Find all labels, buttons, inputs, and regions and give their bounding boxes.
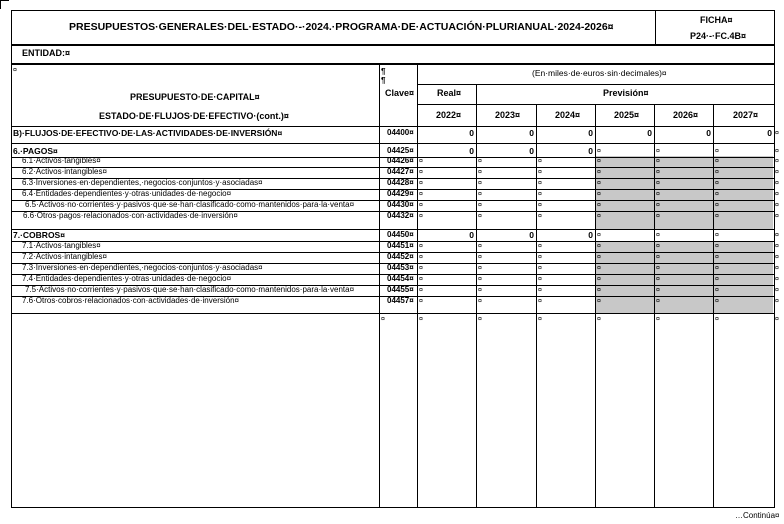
year-2022: 2022¤ — [436, 110, 462, 120]
empty-cell-mark: ¤ — [538, 276, 542, 283]
row-value: 0 — [469, 146, 474, 156]
empty-cell-mark: ¤ — [597, 148, 601, 155]
empty-cell-mark: ¤ — [419, 243, 423, 250]
row-value: 0 — [647, 128, 652, 138]
row-clave: 04430¤ — [387, 200, 414, 209]
page-title: PRESUPUESTOS·GENERALES·DEL·ESTADO·-·2024.·PROGRAMA·DE·ACTUACIÓN·PLURIANUAL·2024-2026¤ — [69, 21, 614, 33]
row-value: 0 — [469, 128, 474, 138]
row-value: 0 — [706, 128, 711, 138]
col-line-2027 — [713, 104, 714, 507]
row-end-mark: ¤ — [775, 254, 779, 261]
row-value: 0 — [588, 128, 593, 138]
empty-cell-mark: ¤ — [538, 158, 542, 165]
row-end-mark: ¤ — [775, 169, 779, 176]
units-label: (En·miles·de·euros·sin·decimales)¤ — [532, 68, 667, 78]
empty-cell-mark: ¤ — [715, 298, 719, 305]
ficha-code: P24·-·FC.4B¤ — [690, 31, 747, 41]
empty-cell-mark: ¤ — [597, 213, 601, 220]
empty-cell-mark: ¤ — [478, 254, 482, 261]
row-value: 0 — [469, 230, 474, 240]
empty-cell-mark: ¤ — [478, 158, 482, 165]
corner-crop-mark — [0, 0, 9, 9]
empty-cell-mark: ¤ — [478, 265, 482, 272]
empty-cell-mark: ¤ — [597, 298, 601, 305]
header-bottom-line — [11, 126, 774, 127]
empty-cell-mark: ¤ — [597, 191, 601, 198]
empty-cell-mark: ¤ — [597, 243, 601, 250]
year-2025: 2025¤ — [614, 110, 640, 120]
empty-cell-mark: ¤ — [538, 287, 542, 294]
row-end-mark: ¤ — [775, 191, 779, 198]
ficha-label: FICHA¤ — [700, 15, 733, 25]
row-clave: 04450¤ — [387, 230, 414, 239]
empty-cell-mark: ¤ — [656, 298, 660, 305]
row-label: 6.·PAGOS¤ — [13, 146, 58, 156]
empty-cell-mark: ¤ — [538, 254, 542, 261]
empty-cell-mark: ¤ — [715, 243, 719, 250]
row-clave: 04453¤ — [387, 263, 414, 272]
empty-cell-mark: ¤ — [419, 202, 423, 209]
empty-cell-mark: ¤ — [538, 180, 542, 187]
row-clave: 04451¤ — [387, 241, 414, 250]
row-value: 0 — [767, 128, 772, 138]
empty-cell-mark: ¤ — [538, 191, 542, 198]
col-line-2025 — [595, 104, 596, 507]
row-clave: 04457¤ — [387, 296, 414, 305]
row-end-mark: ¤ — [775, 232, 779, 239]
row-end-mark: ¤ — [775, 243, 779, 250]
empty-cell-mark: ¤ — [478, 213, 482, 220]
empty-cell-mark: ¤ — [381, 316, 385, 323]
empty-cell-mark: ¤ — [656, 265, 660, 272]
row-end-mark: ¤ — [775, 265, 779, 272]
row-clave: 04425¤ — [387, 146, 414, 155]
empty-cell-mark: ¤ — [715, 158, 719, 165]
row-label: 6.1·Activos·tangibles¤ — [22, 156, 101, 165]
empty-cell-mark: ¤ — [538, 265, 542, 272]
empty-cell-mark: ¤ — [419, 213, 423, 220]
row-bottom-line — [11, 143, 774, 144]
row-bottom-line — [11, 313, 774, 314]
empty-cell-mark: ¤ — [478, 276, 482, 283]
empty-cell-mark: ¤ — [419, 316, 423, 323]
units-underline — [417, 84, 774, 85]
empty-cell-mark: ¤ — [597, 316, 601, 323]
empty-cell-mark: ¤ — [478, 298, 482, 305]
empty-cell-mark: ¤ — [656, 202, 660, 209]
empty-cell-mark: ¤ — [419, 180, 423, 187]
entidad-box — [11, 44, 775, 64]
empty-cell-mark: ¤ — [597, 202, 601, 209]
row-end-mark: ¤ — [775, 130, 779, 137]
row-label: 7.3·Inversiones·en·dependientes,·negocios·conjuntos·y·asociadas¤ — [22, 263, 263, 272]
empty-cell-mark: ¤ — [538, 169, 542, 176]
row-clave: 04454¤ — [387, 274, 414, 283]
empty-cell-mark: ¤ — [715, 254, 719, 261]
row-clave: 04452¤ — [387, 252, 414, 261]
entidad-label: ENTIDAD:¤ — [22, 48, 71, 58]
empty-cell-mark: ¤ — [538, 243, 542, 250]
empty-cell-mark: ¤ — [715, 316, 719, 323]
empty-cell-mark: ¤ — [597, 169, 601, 176]
row-label: 7.1·Activos·tangibles¤ — [22, 241, 101, 250]
empty-cell-mark: ¤ — [715, 191, 719, 198]
col-line-2026 — [654, 104, 655, 507]
empty-cell-mark: ¤ — [715, 169, 719, 176]
empty-cell-mark: ¤ — [597, 265, 601, 272]
empty-cell-mark: ¤ — [597, 232, 601, 239]
row-label: B)·FLUJOS·DE·EFECTIVO·DE·LAS·ACTIVIDADES·DE·INVERSIÓN¤ — [13, 128, 283, 138]
empty-cell-mark: ¤ — [656, 180, 660, 187]
real-header: Real¤ — [437, 88, 462, 98]
empty-cell-mark: ¤ — [597, 287, 601, 294]
table-title-line2: ESTADO·DE·FLUJOS·DE·EFECTIVO·(cont.)¤ — [99, 111, 289, 121]
row-end-mark: ¤ — [775, 276, 779, 283]
continua-label: …Continúa¤ — [735, 511, 780, 520]
empty-cell-mark: ¤ — [656, 276, 660, 283]
empty-cell-mark: ¤ — [419, 298, 423, 305]
row-value: 0 — [588, 146, 593, 156]
empty-cell-mark: ¤ — [478, 191, 482, 198]
empty-cell-mark: ¤ — [478, 202, 482, 209]
title-divider — [655, 10, 656, 45]
row-label: 6.6·Otros·pagos·relacionados·con·actividades·de·inversión¤ — [23, 211, 238, 220]
row-label: 7.6·Otros·cobros·relacionados·con·actividades·de·inversión¤ — [22, 296, 239, 305]
row-label: 6.4·Entidades·dependientes·y·otras·unidades·de·negocio¤ — [22, 189, 232, 198]
row-label: 6.3·Inversiones·en·dependientes,·negocios·conjuntos·y·asociadas¤ — [22, 178, 263, 187]
empty-cell-mark: ¤ — [656, 254, 660, 261]
empty-cell-mark: ¤ — [597, 180, 601, 187]
row-end-mark: ¤ — [775, 180, 779, 187]
empty-cell-mark: ¤ — [538, 202, 542, 209]
table-title-line1: PRESUPUESTO·DE·CAPITAL¤ — [130, 92, 260, 102]
row-value: 0 — [529, 146, 534, 156]
prevision-header: Previsión¤ — [603, 88, 649, 98]
row-clave: 04400¤ — [387, 128, 414, 137]
row-value: 0 — [529, 230, 534, 240]
empty-cell-mark: ¤ — [419, 287, 423, 294]
row-clave: 04428¤ — [387, 178, 414, 187]
empty-cell-mark: ¤ — [538, 213, 542, 220]
empty-cell-mark: ¤ — [656, 213, 660, 220]
empty-cell-mark: ¤ — [597, 158, 601, 165]
row-end-mark: ¤ — [775, 287, 779, 294]
empty-cell-mark: ¤ — [715, 276, 719, 283]
empty-cell-mark: ¤ — [715, 202, 719, 209]
empty-cell-mark: ¤ — [478, 180, 482, 187]
empty-cell-mark: ¤ — [656, 287, 660, 294]
year-2024: 2024¤ — [555, 110, 581, 120]
row-label: 6.5·Activos·no·corrientes·y·pasivos·que·se·han·clasificado·como·mantenidos·para·la·venta¤ — [25, 200, 355, 209]
empty-cell-mark: ¤ — [478, 316, 482, 323]
empty-cell-mark: ¤ — [419, 254, 423, 261]
empty-cell-mark: ¤ — [419, 191, 423, 198]
empty-cell-mark: ¤ — [656, 158, 660, 165]
empty-cell-mark: ¤ — [478, 243, 482, 250]
empty-cell-mark: ¤ — [597, 254, 601, 261]
row-clave: 04426¤ — [387, 156, 414, 165]
empty-cell-mark: ¤ — [419, 158, 423, 165]
row-label: 7.2·Activos·intangibles¤ — [22, 252, 107, 261]
empty-cell-mark: ¤ — [715, 265, 719, 272]
row-end-mark: ¤ — [775, 316, 779, 323]
empty-cell-mark: ¤ — [597, 276, 601, 283]
empty-cell-mark: ¤ — [478, 287, 482, 294]
row-end-mark: ¤ — [775, 213, 779, 220]
empty-cell-mark: ¤ — [715, 287, 719, 294]
row-value: 0 — [588, 230, 593, 240]
year-2023: 2023¤ — [495, 110, 521, 120]
paragraph-mark: ¤ — [13, 67, 17, 74]
empty-cell-mark: ¤ — [419, 276, 423, 283]
empty-cell-mark: ¤ — [478, 169, 482, 176]
row-clave: 04455¤ — [387, 285, 414, 294]
empty-cell-mark: ¤ — [538, 316, 542, 323]
empty-cell-mark: ¤ — [656, 148, 660, 155]
clave-header: Clave¤ — [385, 88, 415, 98]
row-clave: 04427¤ — [387, 167, 414, 176]
empty-cell-mark: ¤ — [538, 298, 542, 305]
clave-pilcrows: ¶ ¶ — [381, 67, 386, 85]
year-2027: 2027¤ — [733, 110, 759, 120]
empty-cell-mark: ¤ — [419, 265, 423, 272]
row-end-mark: ¤ — [775, 158, 779, 165]
row-end-mark: ¤ — [775, 202, 779, 209]
row-label: 7.5·Activos·no·corrientes·y·pasivos·que·se·han·clasificado·como·mantenidos·para·la·venta¤ — [25, 285, 355, 294]
row-label: 7.4·Entidades·dependientes·y·otras·unidades·de·negocio¤ — [22, 274, 232, 283]
row-end-mark: ¤ — [775, 148, 779, 155]
empty-cell-mark: ¤ — [715, 148, 719, 155]
row-label: 6.2·Activos·intangibles¤ — [22, 167, 107, 176]
year-2026: 2026¤ — [673, 110, 699, 120]
row-end-mark: ¤ — [775, 298, 779, 305]
row-label: 7.·COBROS¤ — [13, 230, 65, 240]
empty-cell-mark: ¤ — [419, 169, 423, 176]
row-clave: 04432¤ — [387, 211, 414, 220]
row-value: 0 — [529, 128, 534, 138]
empty-cell-mark: ¤ — [715, 213, 719, 220]
empty-cell-mark: ¤ — [715, 232, 719, 239]
row-clave: 04429¤ — [387, 189, 414, 198]
empty-cell-mark: ¤ — [656, 169, 660, 176]
empty-cell-mark: ¤ — [715, 180, 719, 187]
empty-cell-mark: ¤ — [656, 243, 660, 250]
empty-cell-mark: ¤ — [656, 232, 660, 239]
empty-cell-mark: ¤ — [656, 191, 660, 198]
real-prevision-underline — [417, 104, 774, 105]
col-line-2024 — [536, 104, 537, 507]
empty-cell-mark: ¤ — [656, 316, 660, 323]
